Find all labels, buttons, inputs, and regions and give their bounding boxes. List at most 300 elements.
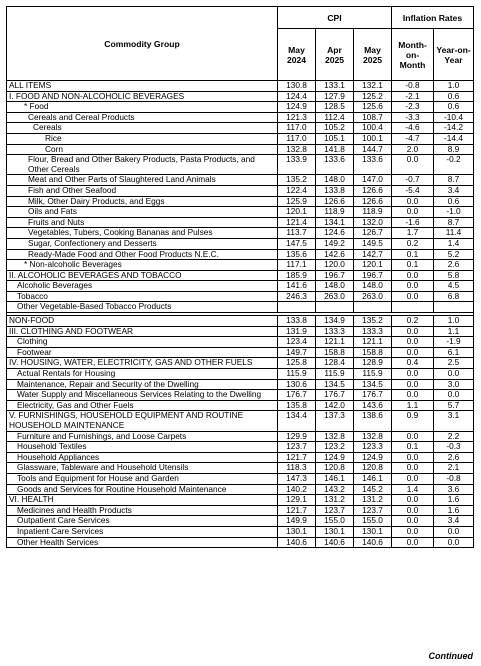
value-mom: 0.4 [392,358,434,369]
value-mom: 0.0 [392,369,434,380]
table-row [7,326,474,337]
value-may-2025: 124.9 [354,452,392,463]
table-row [7,238,474,249]
table-row [7,400,474,411]
col-month-on-month: Month-on-Month [392,29,434,81]
value-mom: 0.2 [392,316,434,327]
col-may-2025: May 2025 [354,29,392,81]
value-mom: 0.0 [392,291,434,302]
value-apr-2025: 124.9 [316,452,354,463]
commodity-label: I. FOOD AND NON-ALCOHOLIC BEVERAGES [7,91,278,102]
value-yoy: 2.2 [434,431,474,442]
table-row [7,337,474,348]
value-apr-2025: 131.2 [316,495,354,506]
value-may-2024: 185.9 [278,270,316,281]
value-mom: -3.3 [392,112,434,123]
value-apr-2025: 115.9 [316,369,354,380]
value-may-2025 [354,302,392,313]
commodity-label: Clothing [7,337,278,348]
value-mom: -5.4 [392,185,434,196]
value-mom: 0.0 [392,155,434,175]
commodity-label: Medicines and Health Products [7,505,278,516]
value-yoy: 3.4 [434,185,474,196]
value-may-2025: 263.0 [354,291,392,302]
value-apr-2025: 121.1 [316,337,354,348]
value-may-2025: 120.1 [354,260,392,271]
value-may-2024: 125.8 [278,358,316,369]
value-may-2025: 108.7 [354,112,392,123]
value-may-2025: 121.1 [354,337,392,348]
value-may-2025: 100.1 [354,133,392,144]
value-may-2024: 129.1 [278,495,316,506]
value-apr-2025: 134.9 [316,316,354,327]
table-row [7,91,474,102]
value-mom: 0.1 [392,249,434,260]
value-mom: -4.7 [392,133,434,144]
value-yoy [434,302,474,313]
value-yoy: -0.8 [434,473,474,484]
table-row [7,123,474,134]
value-may-2024: 118.3 [278,463,316,474]
value-may-2024: 133.9 [278,155,316,175]
value-mom: 0.0 [392,431,434,442]
table-row [7,144,474,155]
table-row [7,390,474,401]
value-may-2024: 123.7 [278,442,316,453]
value-may-2025: 128.9 [354,358,392,369]
value-mom: 0.0 [392,463,434,474]
value-may-2024: 131.9 [278,326,316,337]
value-yoy: 2.6 [434,452,474,463]
value-apr-2025: 124.6 [316,228,354,239]
table-header [7,7,474,81]
value-apr-2025: 123.2 [316,442,354,453]
value-apr-2025: 118.9 [316,207,354,218]
table-row [7,495,474,506]
table-row [7,537,474,548]
value-apr-2025: 137.3 [316,411,354,431]
value-may-2025: 176.7 [354,390,392,401]
table-row [7,228,474,239]
value-yoy: 8.7 [434,217,474,228]
value-apr-2025: 263.0 [316,291,354,302]
value-may-2024: 121.7 [278,452,316,463]
value-yoy: 8.9 [434,144,474,155]
table-body [7,81,474,548]
commodity-label: Electricity, Gas and Other Fuels [7,400,278,411]
value-may-2024: 130.8 [278,81,316,92]
value-yoy: 1.0 [434,316,474,327]
value-apr-2025: 148.0 [316,281,354,292]
value-yoy: 0.0 [434,369,474,380]
value-may-2025: 132.0 [354,217,392,228]
col-may-2024: May 2024 [278,29,316,81]
value-may-2025: 146.1 [354,473,392,484]
commodity-label: V. FURNISHINGS, HOUSEHOLD EQUIPMENT AND ROUTINE HOUSEHOLD MAINTENANCE [7,411,278,431]
value-yoy: 11.4 [434,228,474,239]
value-mom: 1.1 [392,400,434,411]
value-yoy: -1.9 [434,337,474,348]
table-row [7,155,474,175]
commodity-label: ALL ITEMS [7,81,278,92]
value-may-2025: 144.7 [354,144,392,155]
table-row [7,207,474,218]
value-yoy: -0.3 [434,442,474,453]
value-apr-2025: 120.8 [316,463,354,474]
table-row [7,411,474,431]
value-mom: 1.4 [392,484,434,495]
value-apr-2025: 141.8 [316,144,354,155]
commodity-label: Household Appliances [7,452,278,463]
value-may-2024: 122.4 [278,185,316,196]
commodity-label: Glassware, Tableware and Household Utensils [7,463,278,474]
value-apr-2025: 134.5 [316,379,354,390]
table-row [7,463,474,474]
value-yoy: 5.2 [434,249,474,260]
value-mom: 0.0 [392,452,434,463]
value-yoy: 3.0 [434,379,474,390]
value-mom: 0.0 [392,326,434,337]
inflation-rates-header: Inflation Rates [392,7,474,29]
value-may-2025: 132.8 [354,431,392,442]
value-apr-2025: 120.0 [316,260,354,271]
value-mom: -2.3 [392,102,434,113]
cpi-table [6,6,474,548]
value-may-2024: 130.6 [278,379,316,390]
commodity-label: Flour, Bread and Other Bakery Products, Pasta Products, and Other Cereals [7,155,278,175]
value-may-2024: 115.9 [278,369,316,380]
value-may-2024: 121.3 [278,112,316,123]
value-mom [392,302,434,313]
value-yoy: 3.6 [434,484,474,495]
value-mom: -0.8 [392,81,434,92]
commodity-label: II. ALCOHOLIC BEVERAGES AND TOBACCO [7,270,278,281]
value-yoy: 1.0 [434,81,474,92]
value-apr-2025: 142.6 [316,249,354,260]
value-mom: 0.0 [392,495,434,506]
col-year-on-year: Year-on-Year [434,29,474,81]
value-apr-2025: 127.9 [316,91,354,102]
table-row [7,452,474,463]
commodity-label: Alcoholic Beverages [7,281,278,292]
value-may-2025: 138.6 [354,411,392,431]
value-apr-2025: 133.1 [316,81,354,92]
value-yoy: 3.1 [434,411,474,431]
value-yoy: 3.4 [434,516,474,527]
value-may-2025: 145.2 [354,484,392,495]
value-may-2025: 115.9 [354,369,392,380]
table-row [7,358,474,369]
value-mom: 0.0 [392,337,434,348]
commodity-label: Furniture and Furnishings, and Loose Carpets [7,431,278,442]
commodity-label: Meat and Other Parts of Slaughtered Land Animals [7,175,278,186]
table-row [7,505,474,516]
value-mom: -4.6 [392,123,434,134]
commodity-label: Vegetables, Tubers, Cooking Bananas and Pulses [7,228,278,239]
value-may-2025: 123.7 [354,505,392,516]
value-apr-2025: 146.1 [316,473,354,484]
table-row [7,81,474,92]
value-may-2025: 158.8 [354,347,392,358]
value-mom: 0.0 [392,196,434,207]
value-apr-2025: 149.2 [316,238,354,249]
commodity-label: Goods and Services for Routine Household Maintenance [7,484,278,495]
value-may-2025: 140.6 [354,537,392,548]
commodity-label: Cereals and Cereal Products [7,112,278,123]
value-yoy: 2.1 [434,463,474,474]
value-mom: 0.0 [392,390,434,401]
value-mom: 0.2 [392,238,434,249]
value-may-2024: 117.1 [278,260,316,271]
value-yoy: 5.8 [434,270,474,281]
value-yoy: 6.1 [434,347,474,358]
value-may-2024 [278,302,316,313]
commodity-label: Ready-Made Food and Other Food Products N.E.C. [7,249,278,260]
value-may-2024: 134.4 [278,411,316,431]
commodity-label: Water Supply and Miscellaneous Services Relating to the Dwelling [7,390,278,401]
table-row [7,175,474,186]
value-apr-2025: 123.7 [316,505,354,516]
col-apr-2025: Apr 2025 [316,29,354,81]
commodity-label: Milk, Other Dairy Products, and Eggs [7,196,278,207]
table-row [7,260,474,271]
value-yoy: 0.0 [434,526,474,537]
value-may-2024: 123.4 [278,337,316,348]
commodity-label: Tools and Equipment for House and Garden [7,473,278,484]
table-row [7,302,474,313]
table-row [7,112,474,123]
value-yoy: 6.8 [434,291,474,302]
value-mom: 0.0 [392,207,434,218]
value-apr-2025: 132.8 [316,431,354,442]
value-yoy: 1.6 [434,505,474,516]
value-may-2024: 124.9 [278,102,316,113]
table-row [7,347,474,358]
value-yoy: 1.4 [434,238,474,249]
value-apr-2025: 133.3 [316,326,354,337]
value-mom: 0.9 [392,411,434,431]
value-may-2024: 135.6 [278,249,316,260]
value-apr-2025: 133.8 [316,185,354,196]
value-mom: 0.0 [392,473,434,484]
table-row [7,196,474,207]
value-mom: 0.0 [392,379,434,390]
value-may-2025: 155.0 [354,516,392,527]
value-may-2024: 117.0 [278,123,316,134]
commodity-label: IV. HOUSING, WATER, ELECTRICITY, GAS AND OTHER FUELS [7,358,278,369]
value-apr-2025: 196.7 [316,270,354,281]
value-may-2024: 140.2 [278,484,316,495]
value-yoy: 0.6 [434,102,474,113]
table-row [7,369,474,380]
value-may-2024: 121.4 [278,217,316,228]
value-yoy: 5.7 [434,400,474,411]
value-may-2025: 133.3 [354,326,392,337]
value-may-2025: 126.6 [354,196,392,207]
commodity-label: III. CLOTHING AND FOOTWEAR [7,326,278,337]
table-row [7,133,474,144]
value-may-2024: 129.9 [278,431,316,442]
commodity-label: Cereals [7,123,278,134]
value-mom: -1.6 [392,217,434,228]
commodity-label: Tobacco [7,291,278,302]
value-yoy: 2.5 [434,358,474,369]
value-may-2025: 133.6 [354,155,392,175]
value-may-2025: 130.1 [354,526,392,537]
value-apr-2025: 133.6 [316,155,354,175]
value-apr-2025: 155.0 [316,516,354,527]
value-yoy: -0.2 [434,155,474,175]
value-mom: 1.7 [392,228,434,239]
table-row [7,281,474,292]
commodity-label: Oils and Fats [7,207,278,218]
value-apr-2025: 148.0 [316,175,354,186]
value-may-2024: 125.9 [278,196,316,207]
value-yoy: 4.5 [434,281,474,292]
value-may-2024: 141.6 [278,281,316,292]
commodity-label: * Food [7,102,278,113]
value-may-2025: 126.6 [354,185,392,196]
value-apr-2025: 142.0 [316,400,354,411]
commodity-label: Maintenance, Repair and Security of the Dwelling [7,379,278,390]
table-row [7,516,474,527]
value-yoy: -14.2 [434,123,474,134]
value-apr-2025: 158.8 [316,347,354,358]
value-may-2024: 147.3 [278,473,316,484]
value-may-2024: 120.1 [278,207,316,218]
value-mom: 0.0 [392,281,434,292]
value-may-2025: 143.6 [354,400,392,411]
value-may-2024: 176.7 [278,390,316,401]
table-row [7,291,474,302]
value-may-2024: 246.3 [278,291,316,302]
value-apr-2025 [316,302,354,313]
value-may-2024: 147.5 [278,238,316,249]
value-mom: 0.0 [392,526,434,537]
value-apr-2025: 134.1 [316,217,354,228]
value-may-2025: 149.5 [354,238,392,249]
commodity-label: Other Vegetable-Based Tobacco Products [7,302,278,313]
value-yoy: 0.0 [434,537,474,548]
commodity-label: Sugar, Confectionery and Desserts [7,238,278,249]
value-mom: 0.0 [392,347,434,358]
value-apr-2025: 143.2 [316,484,354,495]
value-may-2025: 125.6 [354,102,392,113]
table-row [7,185,474,196]
commodity-label: NON-FOOD [7,316,278,327]
value-may-2025: 148.0 [354,281,392,292]
commodity-label: * Non-alcoholic Beverages [7,260,278,271]
value-apr-2025: 126.6 [316,196,354,207]
table-row [7,270,474,281]
continued-note: Continued [428,651,473,661]
value-may-2025: 134.5 [354,379,392,390]
table-row [7,102,474,113]
table-row [7,316,474,327]
value-may-2025: 126.7 [354,228,392,239]
value-may-2024: 149.7 [278,347,316,358]
commodity-label: Fruits and Nuts [7,217,278,228]
commodity-label: Actual Rentals for Housing [7,369,278,380]
table-row [7,431,474,442]
value-mom: -0.7 [392,175,434,186]
value-may-2025: 123.3 [354,442,392,453]
table-row [7,526,474,537]
commodity-label: Fish and Other Seafood [7,185,278,196]
table-row [7,442,474,453]
value-mom: 0.0 [392,505,434,516]
value-may-2024: 124.4 [278,91,316,102]
value-may-2024: 140.6 [278,537,316,548]
value-may-2024: 117.0 [278,133,316,144]
value-yoy: 2.6 [434,260,474,271]
table-row [7,217,474,228]
value-may-2024: 135.8 [278,400,316,411]
value-mom: 0.1 [392,442,434,453]
value-may-2024: 113.7 [278,228,316,239]
value-may-2024: 121.7 [278,505,316,516]
value-apr-2025: 130.1 [316,526,354,537]
table-row [7,379,474,390]
value-may-2025: 100.4 [354,123,392,134]
table-row [7,484,474,495]
value-yoy: 0.6 [434,196,474,207]
value-mom: 0.0 [392,516,434,527]
commodity-group-header: Commodity Group [7,7,278,81]
commodity-label: Household Textiles [7,442,278,453]
commodity-label: Other Health Services [7,537,278,548]
value-yoy: 8.7 [434,175,474,186]
value-mom: 0.0 [392,537,434,548]
value-may-2025: 142.7 [354,249,392,260]
table-row [7,473,474,484]
value-may-2024: 133.8 [278,316,316,327]
value-yoy: 1.1 [434,326,474,337]
value-apr-2025: 105.1 [316,133,354,144]
value-yoy: -10.4 [434,112,474,123]
value-yoy: -1.0 [434,207,474,218]
value-apr-2025: 140.6 [316,537,354,548]
value-mom: -2.1 [392,91,434,102]
value-yoy: 0.0 [434,390,474,401]
value-yoy: 1.6 [434,495,474,506]
commodity-label: Corn [7,144,278,155]
value-yoy: -14.4 [434,133,474,144]
value-may-2024: 130.1 [278,526,316,537]
value-may-2025: 132.1 [354,81,392,92]
value-apr-2025: 176.7 [316,390,354,401]
value-yoy: 0.6 [434,91,474,102]
value-may-2025: 135.2 [354,316,392,327]
value-may-2025: 131.2 [354,495,392,506]
commodity-label: Inpatient Care Services [7,526,278,537]
value-may-2024: 135.2 [278,175,316,186]
cpi-header: CPI [278,7,392,29]
value-may-2025: 147.0 [354,175,392,186]
value-may-2025: 118.9 [354,207,392,218]
value-mom: 2.0 [392,144,434,155]
value-may-2024: 132.8 [278,144,316,155]
commodity-label: Rice [7,133,278,144]
table-row [7,249,474,260]
value-may-2024: 149.9 [278,516,316,527]
value-apr-2025: 128.4 [316,358,354,369]
commodity-label: VI. HEALTH [7,495,278,506]
commodity-label: Outpatient Care Services [7,516,278,527]
value-mom: 0.1 [392,260,434,271]
value-apr-2025: 128.5 [316,102,354,113]
value-apr-2025: 105.2 [316,123,354,134]
